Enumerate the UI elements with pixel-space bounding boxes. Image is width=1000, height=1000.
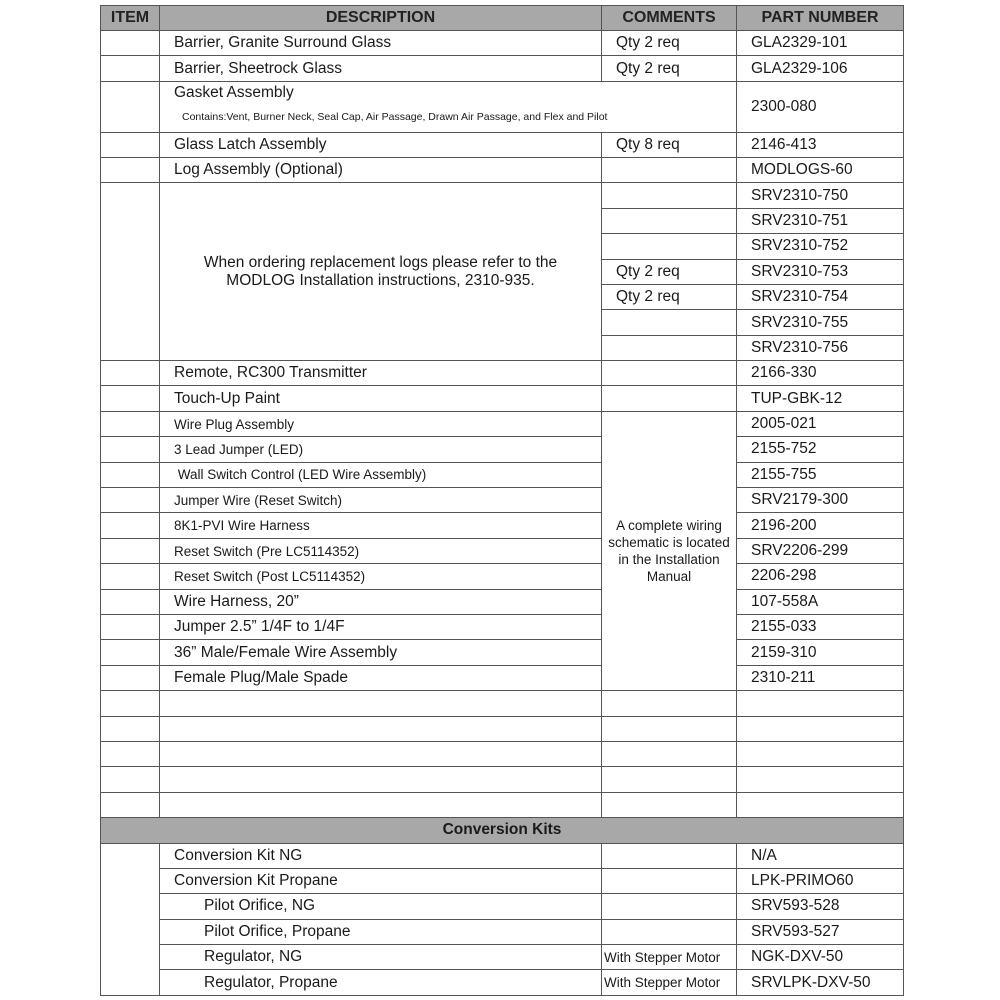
item-cell xyxy=(101,665,160,690)
part-number-cell: LPK-PRIMO60 xyxy=(737,868,904,893)
part-number-cell: SRVLPK-DXV-50 xyxy=(737,970,904,995)
table-row xyxy=(101,970,904,995)
table-row xyxy=(101,945,904,970)
description-cell: Jumper 2.5” 1/4F to 1/4F xyxy=(160,615,602,640)
table-row xyxy=(101,411,904,436)
wiring-note-line: A complete wiring xyxy=(616,518,722,534)
header-part-number: PART NUMBER xyxy=(737,6,904,31)
description-cell: Wall Switch Control (LED Wire Assembly) xyxy=(160,462,602,487)
comment-cell: Qty 2 req xyxy=(602,56,737,81)
gasket-title: Gasket Assembly xyxy=(174,83,294,101)
description-cell: Conversion Kit Propane xyxy=(160,868,602,893)
description-cell: Pilot Orifice, NG xyxy=(160,894,602,919)
comment-cell xyxy=(602,361,737,386)
conversion-kits-title: Conversion Kits xyxy=(101,818,904,843)
table-row xyxy=(101,843,904,868)
table-row xyxy=(101,462,904,487)
wiring-note-line: Manual xyxy=(646,569,692,585)
table-row xyxy=(101,361,904,386)
comment-cell: Qty 2 req xyxy=(602,259,737,284)
comment-cell xyxy=(602,310,737,335)
item-cell xyxy=(101,462,160,487)
table-row xyxy=(101,488,904,513)
part-number-cell: 2005-021 xyxy=(737,411,904,436)
parts-table xyxy=(100,5,904,996)
item-cell xyxy=(101,132,160,157)
table-row xyxy=(101,868,904,893)
table-row xyxy=(101,564,904,589)
item-cell xyxy=(101,81,160,132)
part-number-cell: SRV2310-756 xyxy=(737,335,904,360)
table-row xyxy=(101,56,904,81)
table-row xyxy=(101,437,904,462)
table-row xyxy=(101,31,904,56)
gasket-contents-note: Contains:Vent, Burner Neck, Seal Cap, Air Passage, Drawn Air Passage, and Flex and Pilot xyxy=(182,110,608,123)
part-number-cell: SRV2310-750 xyxy=(737,183,904,208)
table-row xyxy=(101,183,904,208)
item-cell xyxy=(101,437,160,462)
comment-cell: Qty 2 req xyxy=(602,31,737,56)
wiring-note-line: schematic is located xyxy=(608,535,730,551)
table-row xyxy=(101,386,904,411)
part-number-cell: 2155-752 xyxy=(737,437,904,462)
item-cell xyxy=(101,564,160,589)
part-number-cell: N/A xyxy=(737,843,904,868)
part-number-cell: SRV2310-751 xyxy=(737,208,904,233)
gasket-description-cell xyxy=(160,81,737,132)
logs-note-line: MODLOG Installation instructions, 2310-935. xyxy=(226,271,535,289)
part-number-cell: 107-558A xyxy=(737,589,904,614)
item-cell xyxy=(101,640,160,665)
table-row xyxy=(101,919,904,944)
table-row xyxy=(101,157,904,182)
header-comments: COMMENTS xyxy=(602,6,737,31)
part-number-cell: SRV2310-753 xyxy=(737,259,904,284)
comment-cell xyxy=(602,919,737,944)
comment-cell: Qty 2 req xyxy=(602,284,737,309)
part-number-cell: MODLOGS-60 xyxy=(737,157,904,182)
comment-cell: With Stepper Motor xyxy=(602,945,737,970)
comment-cell xyxy=(602,208,737,233)
table-row xyxy=(101,132,904,157)
table-row xyxy=(101,615,904,640)
part-number-cell: 2196-200 xyxy=(737,513,904,538)
description-cell: Wire Harness, 20” xyxy=(160,589,602,614)
part-number-cell: 2146-413 xyxy=(737,132,904,157)
table-row xyxy=(101,894,904,919)
description-cell: Reset Switch (Pre LC5114352) xyxy=(160,538,602,563)
description-cell: Regulator, NG xyxy=(160,945,602,970)
comment-cell xyxy=(602,843,737,868)
header-description: DESCRIPTION xyxy=(160,6,602,31)
description-cell: Wire Plug Assembly xyxy=(160,411,602,436)
comment-cell: With Stepper Motor xyxy=(602,970,737,995)
comment-cell xyxy=(602,335,737,360)
empty-row xyxy=(101,767,904,792)
description-cell: Barrier, Granite Surround Glass xyxy=(160,31,602,56)
description-cell: 3 Lead Jumper (LED) xyxy=(160,437,602,462)
conversion-kits-header-row xyxy=(101,818,904,843)
part-number-cell: SRV2310-754 xyxy=(737,284,904,309)
part-number-cell: NGK-DXV-50 xyxy=(737,945,904,970)
description-cell: Pilot Orifice, Propane xyxy=(160,919,602,944)
item-cell xyxy=(101,538,160,563)
description-cell: Conversion Kit NG xyxy=(160,843,602,868)
item-cell xyxy=(101,615,160,640)
part-number-cell: 2159-310 xyxy=(737,640,904,665)
description-cell: 8K1-PVI Wire Harness xyxy=(160,513,602,538)
part-number-cell: SRV2179-300 xyxy=(737,488,904,513)
comment-cell xyxy=(602,894,737,919)
comment-cell xyxy=(602,234,737,259)
description-cell: Reset Switch (Post LC5114352) xyxy=(160,564,602,589)
description-cell: Barrier, Sheetrock Glass xyxy=(160,56,602,81)
table-row xyxy=(101,665,904,690)
item-cell xyxy=(101,411,160,436)
part-number-cell: 2310-211 xyxy=(737,665,904,690)
part-number-cell: GLA2329-101 xyxy=(737,31,904,56)
header-row xyxy=(101,6,904,31)
comment-cell xyxy=(602,157,737,182)
item-cell xyxy=(101,56,160,81)
wiring-note-line: in the Installation xyxy=(618,552,720,568)
part-number-cell: SRV2206-299 xyxy=(737,538,904,563)
replacement-logs-note xyxy=(160,183,602,361)
part-number-cell: SRV2310-755 xyxy=(737,310,904,335)
description-cell: Regulator, Propane xyxy=(160,970,602,995)
item-cell xyxy=(101,183,160,361)
description-cell: Remote, RC300 Transmitter xyxy=(160,361,602,386)
item-cell xyxy=(101,31,160,56)
item-cell xyxy=(101,361,160,386)
item-cell xyxy=(101,843,160,995)
part-number-cell: 2300-080 xyxy=(737,81,904,132)
comment-cell: Qty 8 req xyxy=(602,132,737,157)
comment-cell xyxy=(602,183,737,208)
part-number-cell: 2155-033 xyxy=(737,615,904,640)
item-cell xyxy=(101,513,160,538)
logs-note-line: When ordering replacement logs please refer to the xyxy=(203,253,558,271)
part-number-cell: GLA2329-106 xyxy=(737,56,904,81)
table-row xyxy=(101,589,904,614)
part-number-cell: TUP-GBK-12 xyxy=(737,386,904,411)
comment-cell xyxy=(602,868,737,893)
part-number-cell: SRV593-528 xyxy=(737,894,904,919)
table-row xyxy=(101,513,904,538)
part-number-cell: SRV593-527 xyxy=(737,919,904,944)
description-cell: 36” Male/Female Wire Assembly xyxy=(160,640,602,665)
table-row-gasket xyxy=(101,81,904,132)
part-number-cell: 2206-298 xyxy=(737,564,904,589)
table-row xyxy=(101,538,904,563)
description-cell: Female Plug/Male Spade xyxy=(160,665,602,690)
part-number-cell: SRV2310-752 xyxy=(737,234,904,259)
description-cell: Glass Latch Assembly xyxy=(160,132,602,157)
empty-row xyxy=(101,691,904,716)
part-number-cell: 2155-755 xyxy=(737,462,904,487)
part-number-cell: 2166-330 xyxy=(737,361,904,386)
item-cell xyxy=(101,157,160,182)
description-cell: Jumper Wire (Reset Switch) xyxy=(160,488,602,513)
item-cell xyxy=(101,488,160,513)
item-cell xyxy=(101,589,160,614)
empty-row xyxy=(101,741,904,766)
description-cell: Log Assembly (Optional) xyxy=(160,157,602,182)
empty-row xyxy=(101,792,904,817)
comment-cell xyxy=(602,386,737,411)
table-row xyxy=(101,640,904,665)
wiring-schematic-note xyxy=(602,411,737,690)
item-cell xyxy=(101,386,160,411)
empty-row xyxy=(101,716,904,741)
description-cell: Touch-Up Paint xyxy=(160,386,602,411)
header-item: ITEM xyxy=(101,6,160,31)
